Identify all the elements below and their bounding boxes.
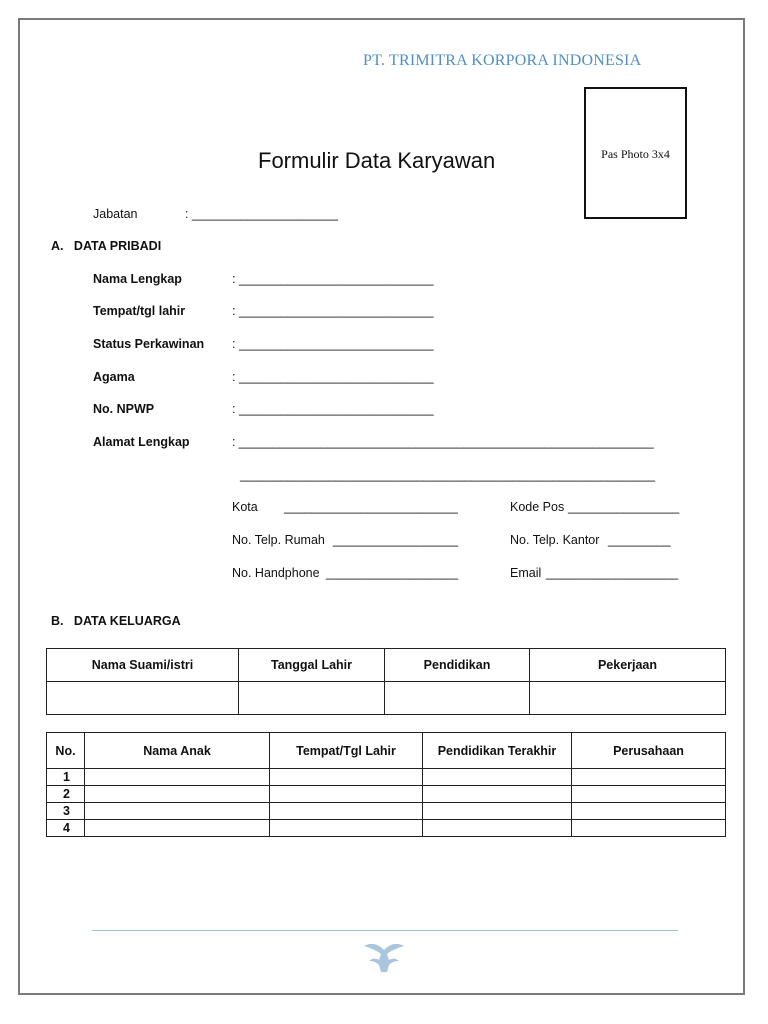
status-perkawinan-label: Status Perkawinan	[93, 337, 205, 351]
table-row	[47, 820, 726, 837]
alamat-lengkap-field[interactable]: : _____________________________________________________________	[232, 435, 654, 449]
table-row	[47, 769, 726, 786]
section-a-heading: A. DATA PRIBADI	[51, 239, 162, 253]
section-b-heading: B. DATA KELUARGA	[51, 614, 181, 628]
photo-label: Pas Photo 3x4	[601, 147, 670, 161]
row-number: 4	[47, 820, 85, 837]
kota-label: Kota	[232, 500, 258, 514]
spouse-table	[46, 648, 726, 715]
telp-rumah-field[interactable]: __________________	[333, 533, 459, 547]
telp-kantor-label: No. Telp. Kantor	[510, 533, 600, 547]
kode-pos-field[interactable]: ________________	[568, 500, 680, 514]
column-header: Nama Anak	[85, 733, 270, 769]
company-logo-icon	[362, 940, 406, 974]
telp-kantor-field[interactable]: _________	[608, 533, 671, 547]
tempat-tgl-lahir-field[interactable]: : ____________________________	[232, 304, 434, 318]
table-cell[interactable]	[270, 769, 423, 786]
table-cell[interactable]	[572, 769, 726, 786]
table-cell[interactable]	[530, 682, 726, 715]
table-cell[interactable]	[239, 682, 385, 715]
table-row	[47, 682, 726, 715]
table-cell[interactable]	[270, 820, 423, 837]
kode-pos-label: Kode Pos	[510, 500, 565, 514]
company-name: PT. TRIMITRA KORPORA INDONESIA	[363, 52, 642, 69]
agama-field[interactable]: : ____________________________	[232, 370, 434, 384]
email-label: Email	[510, 566, 542, 580]
table-cell[interactable]	[572, 786, 726, 803]
nama-lengkap-field[interactable]: : ____________________________	[232, 272, 434, 286]
table-row	[47, 786, 726, 803]
handphone-field[interactable]: ___________________	[326, 566, 459, 580]
table-cell[interactable]	[572, 820, 726, 837]
children-table-header	[47, 733, 726, 769]
children-table	[46, 732, 726, 837]
alamat-line-2-field[interactable]: _____________________________________________________________	[240, 468, 655, 482]
column-header: Tempat/Tgl Lahir	[270, 733, 423, 769]
table-cell[interactable]	[385, 682, 530, 715]
npwp-label: No. NPWP	[93, 402, 155, 416]
column-header: Nama Suami/istri	[47, 649, 239, 682]
jabatan-label: Jabatan	[93, 207, 138, 221]
footer-divider	[92, 930, 678, 931]
alamat-lengkap-label: Alamat Lengkap	[93, 435, 190, 449]
table-cell[interactable]	[85, 820, 270, 837]
agama-label: Agama	[93, 370, 135, 384]
spouse-table-header	[47, 649, 726, 682]
jabatan-field[interactable]: : _____________________	[185, 207, 338, 221]
table-cell[interactable]	[423, 820, 572, 837]
row-number: 3	[47, 803, 85, 820]
table-cell[interactable]	[85, 786, 270, 803]
table-cell[interactable]	[47, 682, 239, 715]
telp-rumah-label: No. Telp. Rumah	[232, 533, 325, 547]
tempat-tgl-lahir-label: Tempat/tgl lahir	[93, 304, 186, 318]
column-header: No.	[47, 733, 85, 769]
column-header: Pekerjaan	[530, 649, 726, 682]
kota-field[interactable]: _________________________	[284, 500, 458, 514]
table-cell[interactable]	[270, 786, 423, 803]
column-header: Pendidikan	[385, 649, 530, 682]
table-row	[47, 803, 726, 820]
table-cell[interactable]	[270, 803, 423, 820]
table-cell[interactable]	[423, 786, 572, 803]
handphone-label: No. Handphone	[232, 566, 320, 580]
form-title: Formulir Data Karyawan	[258, 148, 496, 173]
table-cell[interactable]	[572, 803, 726, 820]
table-cell[interactable]	[85, 803, 270, 820]
column-header: Perusahaan	[572, 733, 726, 769]
row-number: 2	[47, 786, 85, 803]
status-perkawinan-field[interactable]: : ____________________________	[232, 337, 434, 351]
table-cell[interactable]	[423, 769, 572, 786]
email-field[interactable]: ___________________	[546, 566, 679, 580]
table-cell[interactable]	[423, 803, 572, 820]
npwp-field[interactable]: : ____________________________	[232, 402, 434, 416]
column-header: Pendidikan Terakhir	[423, 733, 572, 769]
row-number: 1	[47, 769, 85, 786]
nama-lengkap-label: Nama Lengkap	[93, 272, 182, 286]
photo-box	[584, 87, 687, 219]
table-cell[interactable]	[85, 769, 270, 786]
column-header: Tanggal Lahir	[239, 649, 385, 682]
